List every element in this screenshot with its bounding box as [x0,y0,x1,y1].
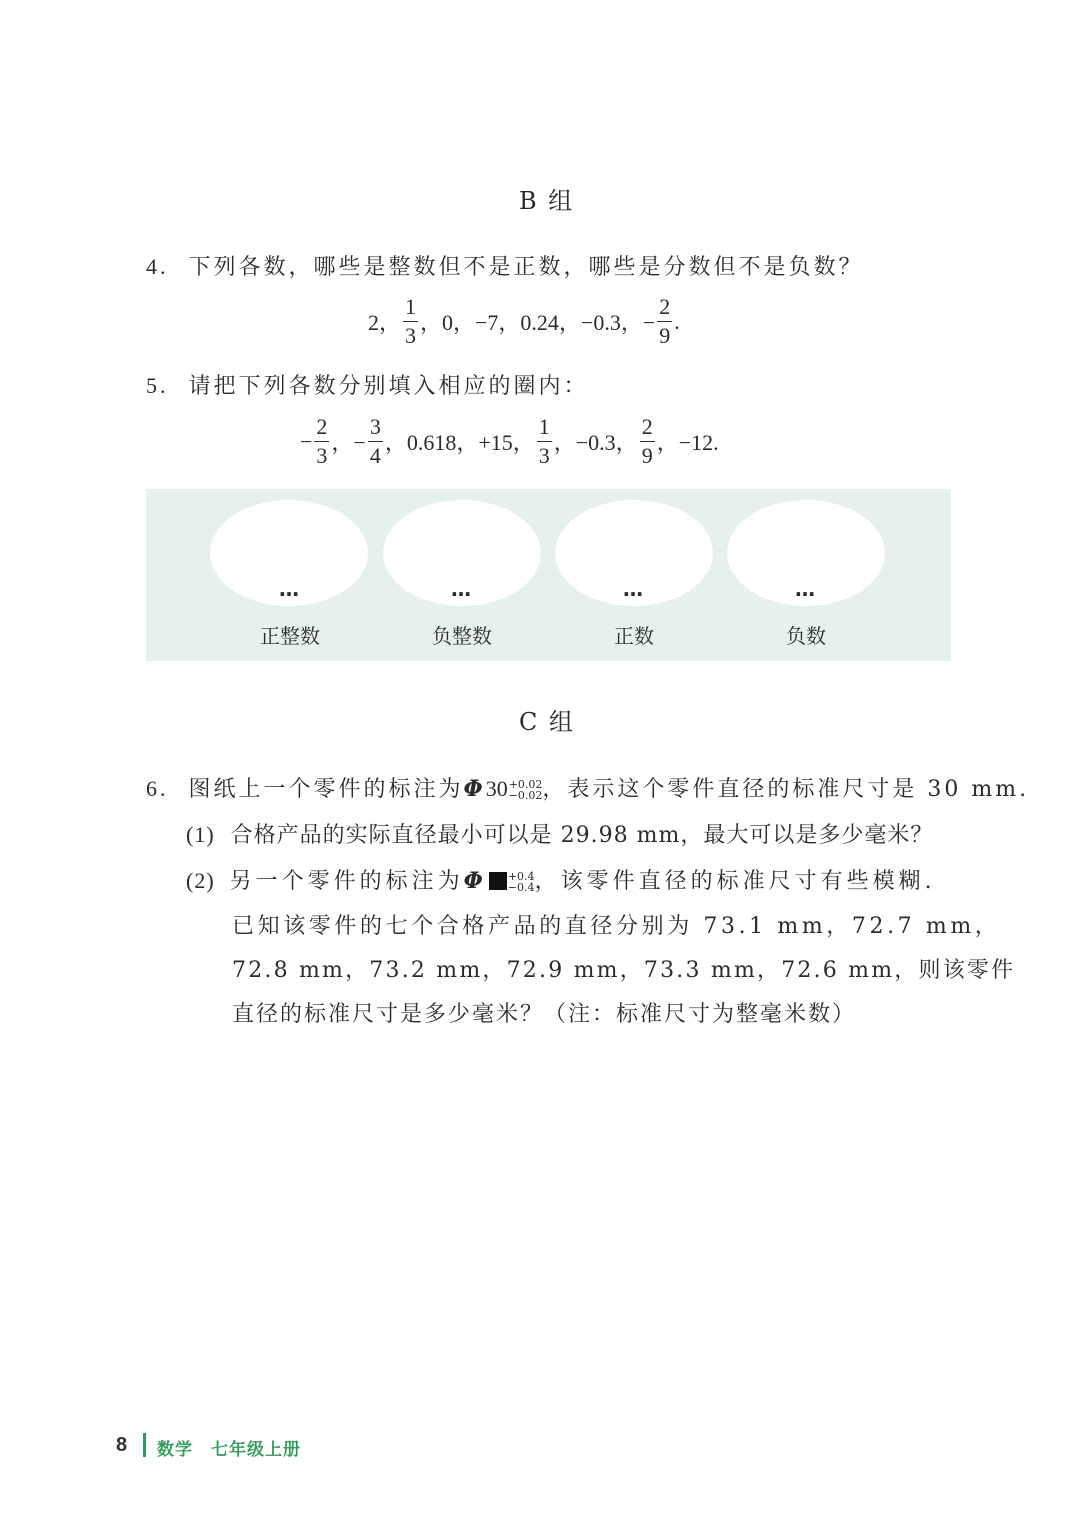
denominator: 9 [641,443,653,468]
question-6-text-b: ，表示这个零件直径的标准尺寸是 30 mm. [542,777,1030,802]
blurred-size-box [489,872,507,890]
set-label-positive-integers: 正整数 [260,624,320,648]
footer-divider [143,1433,146,1457]
phi-symbol: Φ [463,868,487,894]
numerator: 2 [657,296,672,322]
part-2-line-3: 72.8 mm，73.2 mm，72.9 mm，73.3 mm，72.6 mm，则该零件 [232,958,1016,983]
lower-tolerance: −0.02 [508,789,543,802]
fraction [640,416,655,467]
question-4-numbers [368,296,680,347]
math-text: ，−0.3， [553,430,638,455]
math-text: ，0，−7，0.24，−0.3，− [420,310,656,335]
footer-grade: 七年级上册 [211,1440,301,1460]
set-ellipsis: … [623,577,644,601]
numerator: 2 [314,416,329,442]
question-5 [146,369,589,400]
set-label-negative-numbers: 负数 [786,624,826,648]
question-6-part-1 [186,818,933,849]
lower-tolerance: −0.4 [507,881,535,894]
numerator: 3 [368,416,383,442]
part-2-line-4: 直径的标准尺寸是多少毫米？（注：标准尺寸为整毫米数） [232,1002,857,1027]
set-ellipsis: … [279,577,300,601]
question-5-numbers [300,416,719,467]
fraction [537,416,552,467]
math-text: ，− [331,430,366,455]
set-ellipsis: … [795,577,816,601]
question-4-number: 4. [146,254,169,279]
denominator: 3 [316,443,328,468]
nominal-size: 30 [485,776,508,801]
page-number: 8 [116,1434,128,1456]
math-text: − [300,428,313,454]
denominator: 3 [538,443,550,468]
question-6-number: 6. [146,776,169,801]
question-6 [146,772,1029,803]
part-1-number: (1) [186,822,215,847]
tolerance [509,779,543,801]
math-text: ，0.618，+15， [384,430,535,455]
group-c-title: C 组 [519,708,575,736]
denominator: 9 [659,323,671,348]
numerator: 1 [403,296,418,322]
math-text: 2， [368,310,402,335]
fraction [403,296,418,347]
part-2-line-2: 已知该零件的七个合格产品的直径分别为 73.1 mm，72.7 mm， [232,914,1001,939]
part-1-text: 合格产品的实际直径最小可以是 29.98 mm，最大可以是多少毫米？ [230,823,934,848]
upper-tolerance: +0.02 [508,778,543,791]
part-2-number: (2) [186,868,215,893]
numerator: 2 [640,416,655,442]
math-text: . [674,308,680,334]
tolerance [508,871,535,893]
question-4 [146,250,864,281]
upper-tolerance: +0.4 [507,870,535,883]
fraction [657,296,672,347]
question-5-number: 5. [146,373,169,398]
math-text: ，−12. [656,430,719,455]
set-label-negative-integers: 负整数 [432,624,492,648]
phi-symbol: Φ [463,776,486,802]
denominator: 4 [369,443,381,468]
numerator: 1 [537,416,552,442]
question-6-part-2 [186,864,936,895]
part-2-text-a: 另一个零件的标注为 [229,869,464,894]
fraction [368,416,383,467]
question-4-text: 下列各数，哪些是整数但不是正数，哪些是分数但不是负数？ [188,255,864,280]
question-5-text: 请把下列各数分别填入相应的圈内： [188,374,589,399]
part-2-text-b: ，该零件直径的标准尺寸有些模糊. [534,869,936,894]
set-label-positive-numbers: 正数 [614,624,654,648]
group-b-title: B 组 [519,187,575,215]
fraction [314,416,329,467]
question-6-text-a: 图纸上一个零件的标注为 [188,777,464,802]
denominator: 3 [405,323,417,348]
set-ellipsis: … [451,577,472,601]
footer-subject: 数学 [157,1440,193,1460]
